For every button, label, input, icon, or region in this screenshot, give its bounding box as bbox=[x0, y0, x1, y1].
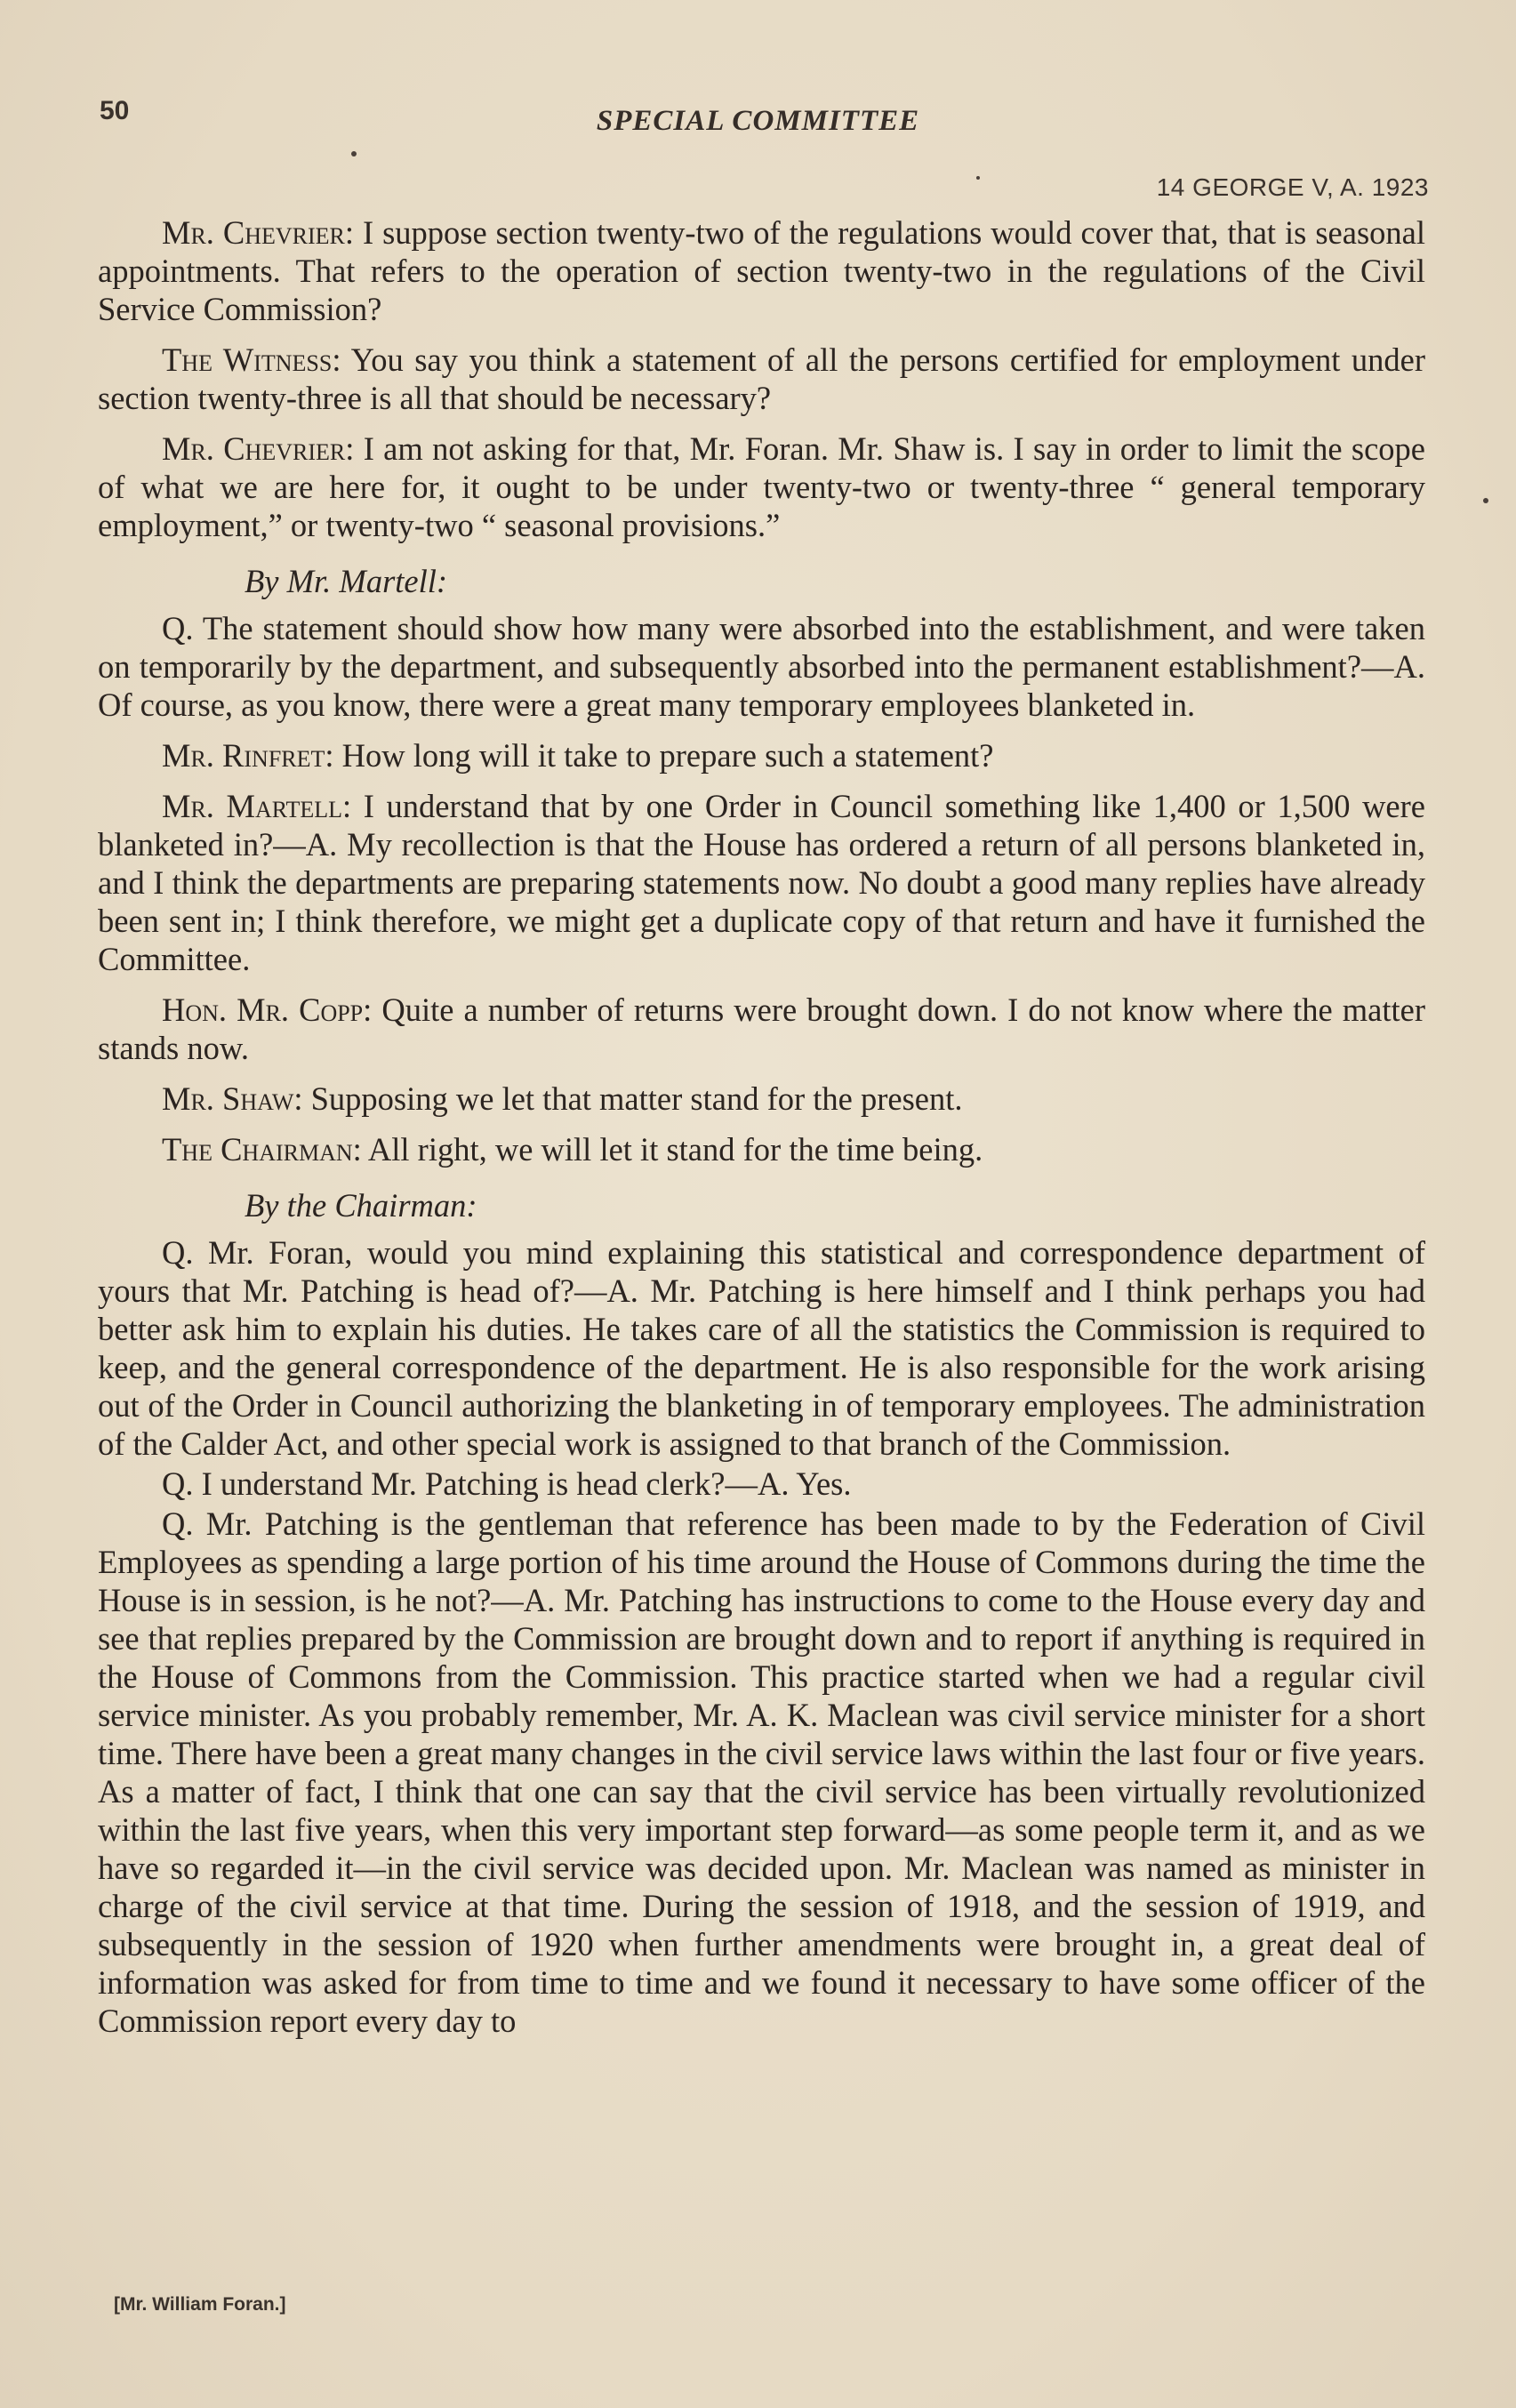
speaker-name: Mr. Martell: bbox=[162, 788, 352, 824]
question-answer-paragraph bbox=[98, 1505, 1425, 2040]
speaker-name: Mr. Rinfret: bbox=[162, 737, 334, 774]
speaker-name: The Witness: bbox=[162, 341, 341, 378]
speaker-paragraph bbox=[98, 1130, 1425, 1168]
paragraph-text: Supposing we let that matter stand for the present. bbox=[302, 1080, 963, 1117]
paragraph-text: You say you think a statement of all the persons certified for employment under section twenty-three is all that should be necessary? bbox=[98, 341, 1425, 416]
examiner-heading: By Mr. Martell: bbox=[245, 563, 448, 599]
speaker-name: Mr. Chevrier: bbox=[162, 214, 355, 251]
question-answer-paragraph bbox=[98, 1233, 1425, 1463]
paragraph-text: I am not asking for that, Mr. Foran. Mr. Shaw is. I say in order to limit the scope of what we are here for, it ought to be under twenty-two or twenty-three “ general temporary employment,” or twenty-two “ seasonal provisions.” bbox=[98, 430, 1425, 543]
print-speck bbox=[1483, 498, 1488, 503]
speaker-paragraph bbox=[98, 787, 1425, 978]
paragraph-text: Q. The statement should show how many were absorbed into the establishment, and were taken on temporarily by the department, and subsequently absorbed into the permanent establishment?—A. Of course, as you know, there were a great many temporary employees blanketed in. bbox=[98, 610, 1425, 723]
paragraph-text: Q. Mr. Patching is the gentleman that reference has been made to by the Federation of Civil Employees as spending a large portion of his time around the House of Commons during the time the House is in session, is he not?—A. Mr. Patching has instructions to come to the House every day and see that replies prepared by the Commission are brought down and to report if anything is required in the House of Commons from the Commission. This practice started when we had a regular civil service minister. As you probably remember, Mr. A. K. Maclean was civil service minister for a short time. There have been a great many changes in the civil service laws within the last four or five years. As a matter of fact, I think that one can say that the civil service has been virtually revolutionized within the last five years, when this very important step forward—as some people term it, and as we have so regarded it—in the civil service was decided upon. Mr. Maclean was named as minister in charge of the civil service at that time. During the session of 1918, and the session of 1919, and subsequently in the session of 1920 when further amendments were brought in, a great deal of information was asked for from time to time and we found it necessary to have some officer of the Commission report every day to bbox=[98, 1505, 1425, 2039]
paragraph-text: Q. I understand Mr. Patching is head clerk?—A. Yes. bbox=[162, 1465, 852, 1502]
speaker-paragraph bbox=[98, 736, 1425, 775]
speaker-paragraph bbox=[98, 213, 1425, 328]
question-answer-paragraph bbox=[98, 609, 1425, 724]
speaker-paragraph bbox=[98, 991, 1425, 1067]
paragraph-text: All right, we will let it stand for the time being. bbox=[361, 1131, 983, 1168]
speaker-name: Hon. Mr. Copp: bbox=[162, 991, 373, 1028]
speaker-name: Mr. Chevrier: bbox=[162, 430, 355, 467]
speaker-paragraph bbox=[98, 1080, 1425, 1118]
paragraph-text: I understand that by one Order in Council something like 1,400 or 1,500 were blanketed in?—A. My recollection is that the House has ordered a return of all persons blanketed in, and I think the departments are preparing statements now. No doubt a good many replies have already been sent in; I think therefore, we might get a duplicate copy of that return and have it furnished the Committee. bbox=[98, 788, 1425, 977]
paragraph-text: How long will it take to prepare such a statement? bbox=[333, 737, 994, 774]
speaker-attribution: [Mr. William Foran.] bbox=[114, 2294, 286, 2315]
session-reference: 14 GEORGE V, A. 1923 bbox=[1156, 173, 1429, 201]
print-speck bbox=[351, 151, 357, 157]
speaker-name: Mr. Shaw: bbox=[162, 1080, 303, 1117]
question-answer-paragraph bbox=[98, 1465, 1425, 1503]
examiner-heading: By the Chairman: bbox=[245, 1187, 477, 1224]
page-number: 50 bbox=[100, 96, 130, 125]
paragraph-text: Quite a number of returns were brought down. I do not know where the matter stands now. bbox=[98, 991, 1426, 1066]
paragraph-text: Q. Mr. Foran, would you mind explaining this statistical and correspondence department of yours that Mr. Patching is head of?—A. Mr. Patching is here himself and I think perhaps you had better ask him to explain his duties. He takes care of all the statistics the Commission is required to keep, and the general correspondence of the department. He is also responsible for the work arising out of the Order in Council authorizing the blanketing in of temporary employees. The administration of the Calder Act, and other special work is assigned to that branch of the Commission. bbox=[98, 1234, 1425, 1462]
speaker-name: The Chairman: bbox=[162, 1131, 362, 1168]
speaker-paragraph bbox=[98, 429, 1425, 544]
paragraph-text: I suppose section twenty-two of the regulations would cover that, that is seasonal appointments. That refers to the operation of section twenty-two in the regulations of the Civil Service Commission? bbox=[98, 214, 1425, 327]
print-speck bbox=[976, 176, 980, 180]
running-title: SPECIAL COMMITTEE bbox=[596, 105, 920, 137]
transcript-body bbox=[98, 213, 1425, 2042]
speaker-paragraph bbox=[98, 341, 1425, 417]
